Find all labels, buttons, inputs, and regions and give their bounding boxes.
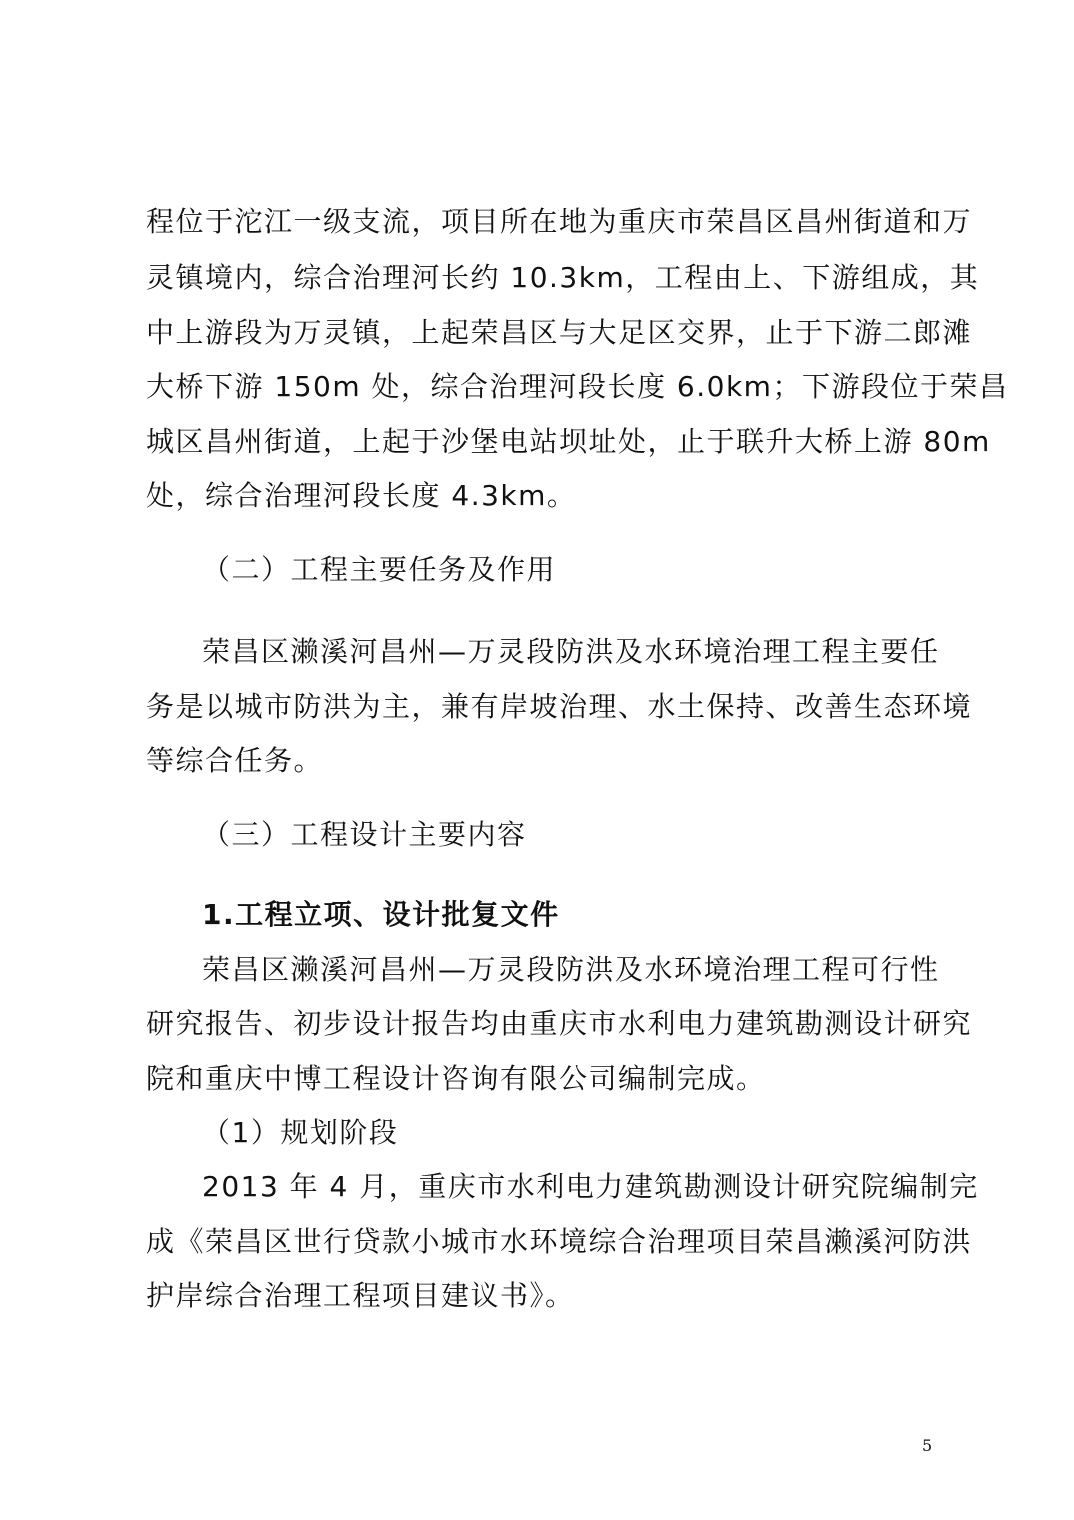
subsection-heading: 1.工程立项、设计批复文件 (202, 898, 560, 931)
body-text-line: 中上游段为万灵镇，上起荣昌区与大足区交界，止于下游二郎滩 (146, 316, 973, 349)
body-text-line: 城区昌州街道，上起于沙堡电站坝址处，止于联升大桥上游 80m (146, 425, 991, 458)
section-heading: （三）工程设计主要内容 (202, 818, 527, 851)
body-text-line: 荣昌区濑溪河昌州—万灵段防洪及水环境治理工程主要任 (202, 635, 940, 668)
body-text-line: 务是以城市防洪为主，兼有岸坡治理、水土保持、改善生态环境 (146, 690, 973, 723)
body-text-line: 大桥下游 150m 处，综合治理河段长度 6.0km；下游段位于荣昌 (146, 370, 1009, 403)
body-text-line: 成《荣昌区世行贷款小城市水环境综合治理项目荣昌濑溪河防洪 (146, 1225, 973, 1258)
body-text-line: 院和重庆中博工程设计咨询有限公司编制完成。 (146, 1062, 766, 1095)
body-text-line: 2013 年 4 月，重庆市水利电力建筑勘测设计研究院编制完 (202, 1170, 979, 1203)
body-text-line: 灵镇境内，综合治理河长约 10.3km，工程由上、下游组成，其 (146, 261, 980, 294)
body-text-line: 研究报告、初步设计报告均由重庆市水利电力建筑勘测设计研究 (146, 1007, 973, 1040)
section-heading: （二）工程主要任务及作用 (202, 553, 557, 586)
body-text-line: 荣昌区濑溪河昌州—万灵段防洪及水环境治理工程可行性 (202, 953, 940, 986)
body-text-line: 处，综合治理河段长度 4.3km。 (146, 479, 577, 512)
body-text-line: 等综合任务。 (146, 744, 324, 777)
stage-heading: （1）规划阶段 (202, 1116, 399, 1149)
body-text-line: 护岸综合治理工程项目建议书》。 (146, 1279, 575, 1312)
body-text-line: 程位于沱江一级支流，项目所在地为重庆市荣昌区昌州街道和万 (146, 205, 973, 238)
page-number: 5 (922, 1436, 933, 1455)
